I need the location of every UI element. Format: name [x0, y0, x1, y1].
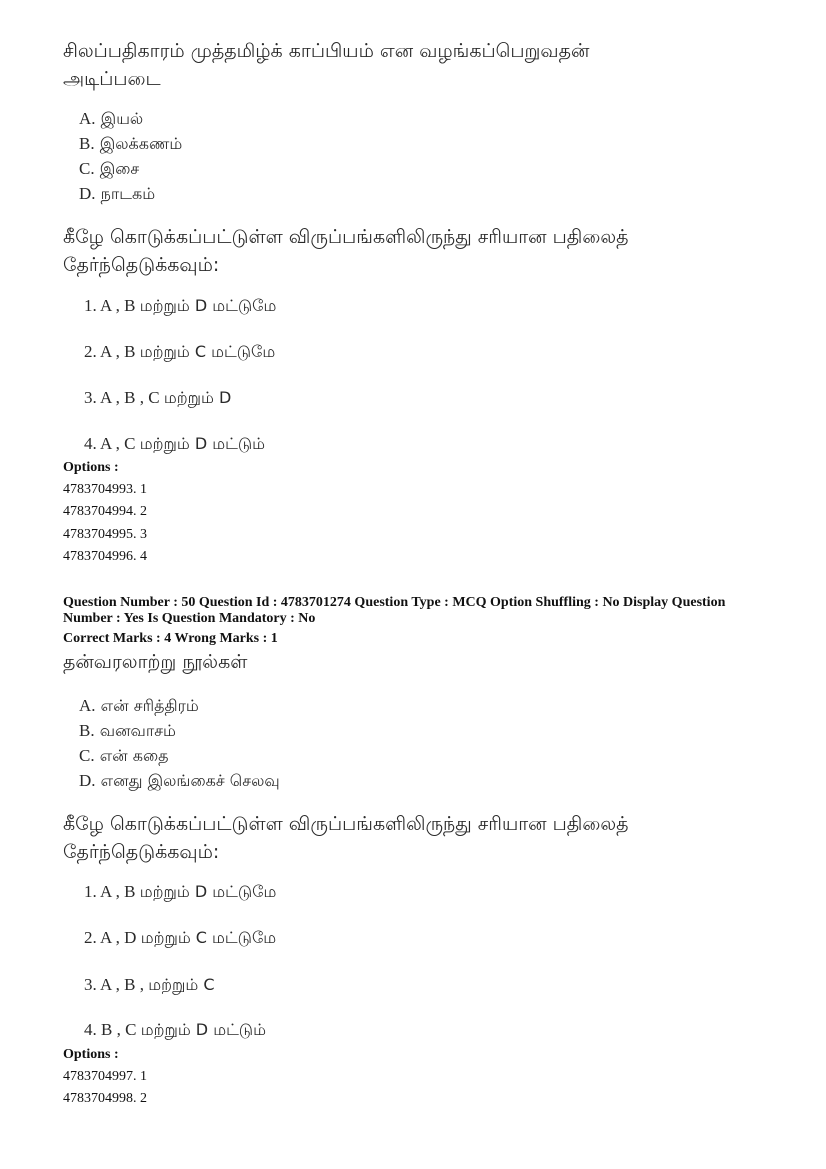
- q1-stem-line1: சிலப்பதிகாரம் முத்தமிழ்க் காப்பியம் என வழங்கப்பெறுவதன்: [63, 40, 590, 62]
- choice-text: இயல்: [100, 109, 144, 128]
- q1-option-4: 4783704996. 4: [63, 549, 147, 564]
- q2-meta-line1: Question Number : 50 Question Id : 4783701274 Question Type : MCQ Option Shuffling : No Display Question: [63, 595, 726, 610]
- answer-number: 4. B , C: [84, 1020, 137, 1039]
- answer-number: 2. A , D: [84, 928, 137, 947]
- q1-option-2: 4783704994. 2: [63, 504, 147, 519]
- answer-text: மற்றும் C: [148, 975, 215, 994]
- q2-answer-1: [84, 882, 276, 903]
- answer-number: 1. A , B: [84, 882, 136, 901]
- answer-text: மற்றும் C மட்டுமே: [139, 342, 276, 361]
- answer-number: 1. A , B: [84, 296, 136, 315]
- choice-text: எனது இலங்கைச் செலவு: [100, 771, 280, 790]
- q2-stem: தன்வரலாற்று நூல்கள்: [63, 651, 248, 673]
- choice-text: நாடகம்: [100, 184, 156, 203]
- q1-answer-2: [84, 342, 275, 363]
- q1-stem-line2: அடிப்படை: [63, 68, 161, 90]
- choice-letter: C.: [79, 746, 95, 765]
- q2-choice-a: [79, 696, 199, 717]
- q2-answer-2: [84, 928, 276, 949]
- q1-choice-c: [79, 159, 139, 180]
- choice-letter: B.: [79, 721, 95, 740]
- q2-answer-3: [84, 975, 215, 996]
- choice-text: இசை: [99, 159, 140, 178]
- choice-text: என் கதை: [99, 746, 169, 765]
- q2-meta-line2: Number : Yes Is Question Mandatory : No: [63, 611, 316, 626]
- answer-number: 3. A , B , C: [84, 388, 160, 407]
- answer-number: 2. A , B: [84, 342, 136, 361]
- q1-instruction-line2: தேர்ந்தெடுக்கவும்:: [63, 254, 220, 276]
- answer-text: மற்றும் D மட்டுமே: [139, 882, 277, 901]
- q2-choice-c: [79, 746, 169, 767]
- choice-text: வனவாசம்: [99, 721, 176, 740]
- q1-options-label: Options :: [63, 460, 119, 475]
- answer-text: மற்றும் D மட்டும்: [139, 434, 266, 453]
- q1-answer-4: [84, 434, 265, 455]
- q2-choice-d: [79, 771, 280, 792]
- answer-text: மற்றும் C மட்டுமே: [140, 928, 277, 947]
- q1-instruction-line1: கீழே கொடுக்கப்பட்டுள்ள விருப்பங்களிலிருந்து சரியான பதிலைத்: [63, 226, 629, 248]
- answer-text: மற்றும் D: [163, 388, 232, 407]
- answer-number: 3. A , B ,: [84, 975, 144, 994]
- answer-text: மற்றும் D மட்டும்: [140, 1020, 266, 1039]
- q2-meta-line3: Correct Marks : 4 Wrong Marks : 1: [63, 631, 278, 646]
- q1-choice-d: [79, 184, 155, 205]
- answer-text: மற்றும் D மட்டுமே: [139, 296, 277, 315]
- choice-letter: D.: [79, 184, 96, 203]
- choice-letter: A.: [79, 696, 96, 715]
- q1-option-1: 4783704993. 1: [63, 482, 147, 497]
- choice-letter: D.: [79, 771, 96, 790]
- q2-instruction-line1: கீழே கொடுக்கப்பட்டுள்ள விருப்பங்களிலிருந்து சரியான பதிலைத்: [63, 813, 629, 835]
- q2-options-label: Options :: [63, 1047, 119, 1062]
- choice-letter: C.: [79, 159, 95, 178]
- choice-letter: A.: [79, 109, 96, 128]
- q2-option-1: 4783704997. 1: [63, 1069, 147, 1084]
- q2-option-2: 4783704998. 2: [63, 1091, 147, 1106]
- choice-text: இலக்கணம்: [99, 134, 183, 153]
- q1-answer-3: [84, 388, 231, 409]
- q1-choice-a: [79, 109, 143, 130]
- q2-answer-4: [84, 1020, 266, 1041]
- choice-text: என் சரித்திரம்: [100, 696, 199, 715]
- choice-letter: B.: [79, 134, 95, 153]
- q2-choice-b: [79, 721, 176, 742]
- answer-number: 4. A , C: [84, 434, 136, 453]
- q2-instruction-line2: தேர்ந்தெடுக்கவும்:: [63, 841, 220, 863]
- q1-answer-1: [84, 296, 276, 317]
- q1-choice-b: [79, 134, 182, 155]
- q1-option-3: 4783704995. 3: [63, 527, 147, 542]
